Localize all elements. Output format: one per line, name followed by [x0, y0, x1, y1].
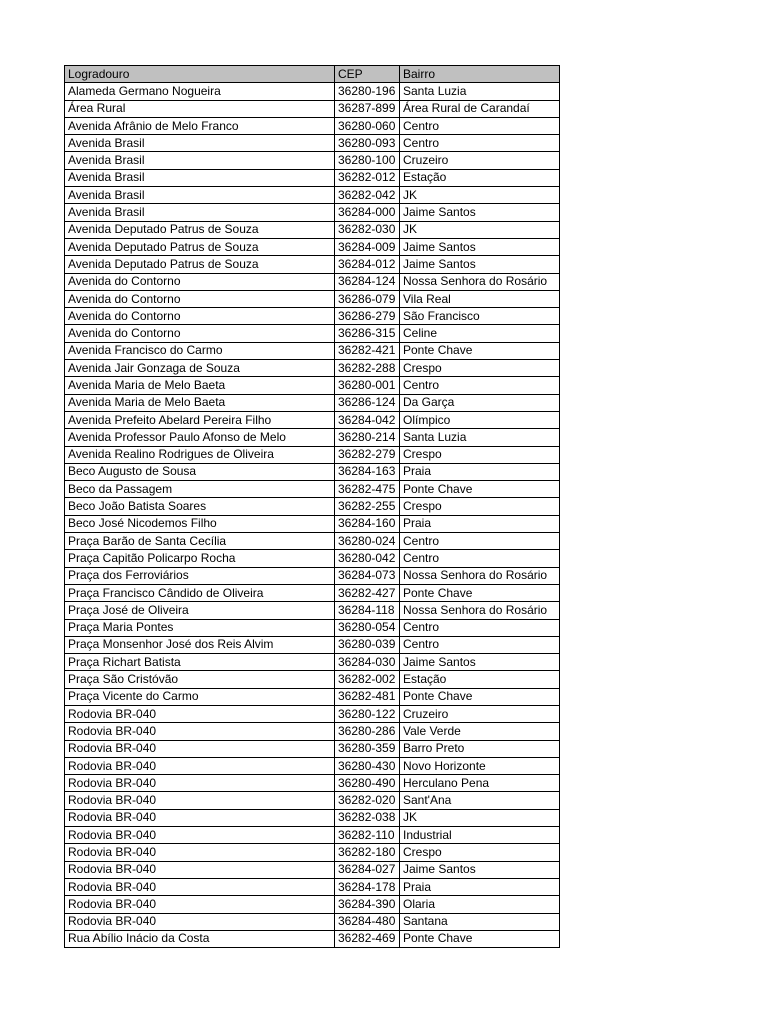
table-row — [65, 152, 560, 169]
cep-cell: 36284-390 — [335, 896, 400, 913]
table-row — [65, 290, 560, 307]
bairro-cell: Centro — [400, 550, 560, 567]
cep-cell: 36284-042 — [335, 411, 400, 428]
bairro-cell: Jaime Santos — [400, 204, 560, 221]
table-row — [65, 117, 560, 134]
bairro-cell: Praia — [400, 463, 560, 480]
table-row — [65, 273, 560, 290]
logradouro-cell: Praça José de Oliveira — [65, 602, 335, 619]
logradouro-cell: Praça São Cristóvão — [65, 671, 335, 688]
cep-cell: 36280-024 — [335, 533, 400, 550]
table-row — [65, 636, 560, 653]
logradouro-cell: Rodovia BR-040 — [65, 844, 335, 861]
cep-cell: 36282-042 — [335, 187, 400, 204]
table-row — [65, 429, 560, 446]
table-row — [65, 498, 560, 515]
bairro-cell: Centro — [400, 377, 560, 394]
cep-cell: 36280-093 — [335, 135, 400, 152]
table-header — [65, 66, 560, 83]
logradouro-cell: Avenida Brasil — [65, 135, 335, 152]
cep-cell: 36280-359 — [335, 740, 400, 757]
cep-cell: 36286-124 — [335, 394, 400, 411]
bairro-cell: Jaime Santos — [400, 861, 560, 878]
logradouro-cell: Área Rural — [65, 100, 335, 117]
bairro-cell: Crespo — [400, 844, 560, 861]
cep-cell: 36286-079 — [335, 290, 400, 307]
bairro-cell: São Francisco — [400, 308, 560, 325]
table-row — [65, 809, 560, 826]
bairro-cell: JK — [400, 187, 560, 204]
logradouro-cell: Avenida Brasil — [65, 187, 335, 204]
logradouro-cell: Avenida Francisco do Carmo — [65, 342, 335, 359]
cep-cell: 36282-110 — [335, 827, 400, 844]
cep-cell: 36282-020 — [335, 792, 400, 809]
cep-cell: 36284-480 — [335, 913, 400, 930]
logradouro-cell: Rua Abílio Inácio da Costa — [65, 930, 335, 947]
bairro-cell: Ponte Chave — [400, 688, 560, 705]
cep-cell: 36280-214 — [335, 429, 400, 446]
cep-cell: 36287-899 — [335, 100, 400, 117]
table-row — [65, 463, 560, 480]
bairro-cell: Ponte Chave — [400, 342, 560, 359]
logradouro-cell: Rodovia BR-040 — [65, 809, 335, 826]
table-row — [65, 827, 560, 844]
cep-cell: 36280-054 — [335, 619, 400, 636]
cep-cell: 36280-001 — [335, 377, 400, 394]
bairro-cell: Herculano Pena — [400, 775, 560, 792]
bairro-cell: Crespo — [400, 360, 560, 377]
cep-cell: 36282-030 — [335, 221, 400, 238]
cep-cell: 36284-030 — [335, 654, 400, 671]
bairro-cell: Praia — [400, 878, 560, 895]
table-row — [65, 238, 560, 255]
bairro-cell: Sant'Ana — [400, 792, 560, 809]
header-row — [65, 66, 560, 83]
logradouro-cell: Avenida Realino Rodrigues de Oliveira — [65, 446, 335, 463]
cep-cell: 36280-100 — [335, 152, 400, 169]
logradouro-cell: Beco da Passagem — [65, 481, 335, 498]
cep-cell: 36284-073 — [335, 567, 400, 584]
table-row — [65, 221, 560, 238]
table-row — [65, 411, 560, 428]
logradouro-cell: Praça Vicente do Carmo — [65, 688, 335, 705]
table-row — [65, 705, 560, 722]
bairro-cell: Centro — [400, 117, 560, 134]
cep-cell: 36284-009 — [335, 238, 400, 255]
logradouro-cell: Rodovia BR-040 — [65, 723, 335, 740]
cep-cell: 36282-421 — [335, 342, 400, 359]
column-header-cep: CEP — [335, 66, 400, 83]
cep-cell: 36282-481 — [335, 688, 400, 705]
bairro-cell: Da Garça — [400, 394, 560, 411]
cep-cell: 36284-027 — [335, 861, 400, 878]
bairro-cell: Novo Horizonte — [400, 757, 560, 774]
bairro-cell: Crespo — [400, 446, 560, 463]
bairro-cell: Jaime Santos — [400, 256, 560, 273]
logradouro-cell: Avenida Afrânio de Melo Franco — [65, 117, 335, 134]
logradouro-cell: Rodovia BR-040 — [65, 705, 335, 722]
table-row — [65, 775, 560, 792]
column-header-bairro: Bairro — [400, 66, 560, 83]
table-row — [65, 550, 560, 567]
cep-cell: 36284-000 — [335, 204, 400, 221]
logradouro-cell: Beco José Nicodemos Filho — [65, 515, 335, 532]
bairro-cell: Cruzeiro — [400, 152, 560, 169]
logradouro-cell: Rodovia BR-040 — [65, 757, 335, 774]
logradouro-cell: Rodovia BR-040 — [65, 827, 335, 844]
logradouro-cell: Rodovia BR-040 — [65, 775, 335, 792]
table-row — [65, 602, 560, 619]
bairro-cell: Centro — [400, 135, 560, 152]
table-row — [65, 204, 560, 221]
bairro-cell: Estação — [400, 671, 560, 688]
logradouro-cell: Avenida do Contorno — [65, 325, 335, 342]
bairro-cell: Olaria — [400, 896, 560, 913]
bairro-cell: Centro — [400, 533, 560, 550]
bairro-cell: Santa Luzia — [400, 429, 560, 446]
table-row — [65, 740, 560, 757]
cep-cell: 36282-475 — [335, 481, 400, 498]
logradouro-cell: Rodovia BR-040 — [65, 896, 335, 913]
table-row — [65, 342, 560, 359]
table-row — [65, 584, 560, 601]
cep-cell: 36286-279 — [335, 308, 400, 325]
table-row — [65, 861, 560, 878]
logradouro-cell: Praça Richart Batista — [65, 654, 335, 671]
table-row — [65, 671, 560, 688]
logradouro-cell: Praça Capitão Policarpo Rocha — [65, 550, 335, 567]
cep-cell: 36284-178 — [335, 878, 400, 895]
table-row — [65, 930, 560, 947]
logradouro-cell: Avenida Jair Gonzaga de Souza — [65, 360, 335, 377]
bairro-cell: Crespo — [400, 498, 560, 515]
cep-cell: 36280-039 — [335, 636, 400, 653]
bairro-cell: Ponte Chave — [400, 930, 560, 947]
logradouro-cell: Avenida Brasil — [65, 204, 335, 221]
bairro-cell: Cruzeiro — [400, 705, 560, 722]
table-row — [65, 896, 560, 913]
cep-cell: 36282-038 — [335, 809, 400, 826]
bairro-cell: JK — [400, 221, 560, 238]
cep-cell: 36282-469 — [335, 930, 400, 947]
table-row — [65, 844, 560, 861]
logradouro-cell: Avenida Prefeito Abelard Pereira Filho — [65, 411, 335, 428]
table-row — [65, 515, 560, 532]
table-row — [65, 481, 560, 498]
table-row — [65, 654, 560, 671]
table-row — [65, 878, 560, 895]
logradouro-cell: Rodovia BR-040 — [65, 878, 335, 895]
bairro-cell: Industrial — [400, 827, 560, 844]
cep-cell: 36282-427 — [335, 584, 400, 601]
cep-cell: 36282-279 — [335, 446, 400, 463]
cep-cell: 36280-490 — [335, 775, 400, 792]
cep-cell: 36280-286 — [335, 723, 400, 740]
logradouro-cell: Beco Augusto de Sousa — [65, 463, 335, 480]
cep-cell: 36284-163 — [335, 463, 400, 480]
address-sheet — [64, 65, 560, 948]
address-table — [64, 65, 560, 948]
table-row — [65, 377, 560, 394]
cep-cell: 36282-288 — [335, 360, 400, 377]
logradouro-cell: Praça Maria Pontes — [65, 619, 335, 636]
logradouro-cell: Avenida Deputado Patrus de Souza — [65, 256, 335, 273]
table-row — [65, 308, 560, 325]
bairro-cell: Praia — [400, 515, 560, 532]
cep-cell: 36280-042 — [335, 550, 400, 567]
table-row — [65, 135, 560, 152]
table-row — [65, 533, 560, 550]
table-row — [65, 792, 560, 809]
table-row — [65, 723, 560, 740]
table-row — [65, 83, 560, 100]
logradouro-cell: Alameda Germano Nogueira — [65, 83, 335, 100]
logradouro-cell: Avenida Deputado Patrus de Souza — [65, 238, 335, 255]
table-row — [65, 688, 560, 705]
bairro-cell: Nossa Senhora do Rosário — [400, 602, 560, 619]
logradouro-cell: Rodovia BR-040 — [65, 792, 335, 809]
bairro-cell: Nossa Senhora do Rosário — [400, 273, 560, 290]
logradouro-cell: Avenida Professor Paulo Afonso de Melo — [65, 429, 335, 446]
table-row — [65, 187, 560, 204]
logradouro-cell: Praça Barão de Santa Cecília — [65, 533, 335, 550]
bairro-cell: Área Rural de Carandaí — [400, 100, 560, 117]
logradouro-cell: Rodovia BR-040 — [65, 913, 335, 930]
cep-cell: 36284-118 — [335, 602, 400, 619]
logradouro-cell: Avenida do Contorno — [65, 290, 335, 307]
cep-cell: 36282-002 — [335, 671, 400, 688]
bairro-cell: Jaime Santos — [400, 654, 560, 671]
bairro-cell: Nossa Senhora do Rosário — [400, 567, 560, 584]
logradouro-cell: Praça dos Ferroviários — [65, 567, 335, 584]
logradouro-cell: Rodovia BR-040 — [65, 861, 335, 878]
logradouro-cell: Avenida do Contorno — [65, 308, 335, 325]
bairro-cell: Vale Verde — [400, 723, 560, 740]
logradouro-cell: Avenida Maria de Melo Baeta — [65, 394, 335, 411]
cep-cell: 36284-124 — [335, 273, 400, 290]
logradouro-cell: Avenida do Contorno — [65, 273, 335, 290]
logradouro-cell: Beco João Batista Soares — [65, 498, 335, 515]
cep-cell: 36282-012 — [335, 169, 400, 186]
bairro-cell: Barro Preto — [400, 740, 560, 757]
cep-cell: 36286-315 — [335, 325, 400, 342]
bairro-cell: Centro — [400, 636, 560, 653]
table-row — [65, 256, 560, 273]
bairro-cell: Jaime Santos — [400, 238, 560, 255]
bairro-cell: Celine — [400, 325, 560, 342]
logradouro-cell: Rodovia BR-040 — [65, 740, 335, 757]
logradouro-cell: Avenida Brasil — [65, 169, 335, 186]
bairro-cell: Ponte Chave — [400, 584, 560, 601]
bairro-cell: Centro — [400, 619, 560, 636]
logradouro-cell: Avenida Maria de Melo Baeta — [65, 377, 335, 394]
table-row — [65, 169, 560, 186]
table-row — [65, 913, 560, 930]
logradouro-cell: Praça Francisco Cândido de Oliveira — [65, 584, 335, 601]
cep-cell: 36280-430 — [335, 757, 400, 774]
bairro-cell: Olímpico — [400, 411, 560, 428]
table-row — [65, 757, 560, 774]
column-header-logradouro: Logradouro — [65, 66, 335, 83]
table-row — [65, 446, 560, 463]
cep-cell: 36280-060 — [335, 117, 400, 134]
table-row — [65, 360, 560, 377]
cep-cell: 36284-160 — [335, 515, 400, 532]
bairro-cell: JK — [400, 809, 560, 826]
cep-cell: 36280-122 — [335, 705, 400, 722]
logradouro-cell: Praça Monsenhor José dos Reis Alvim — [65, 636, 335, 653]
cep-cell: 36282-180 — [335, 844, 400, 861]
table-row — [65, 325, 560, 342]
table-row — [65, 394, 560, 411]
bairro-cell: Santana — [400, 913, 560, 930]
logradouro-cell: Avenida Brasil — [65, 152, 335, 169]
cep-cell: 36280-196 — [335, 83, 400, 100]
cep-cell: 36284-012 — [335, 256, 400, 273]
bairro-cell: Vila Real — [400, 290, 560, 307]
cep-cell: 36282-255 — [335, 498, 400, 515]
table-row — [65, 619, 560, 636]
table-row — [65, 567, 560, 584]
bairro-cell: Ponte Chave — [400, 481, 560, 498]
bairro-cell: Estação — [400, 169, 560, 186]
table-row — [65, 100, 560, 117]
bairro-cell: Santa Luzia — [400, 83, 560, 100]
logradouro-cell: Avenida Deputado Patrus de Souza — [65, 221, 335, 238]
table-body — [65, 83, 560, 948]
